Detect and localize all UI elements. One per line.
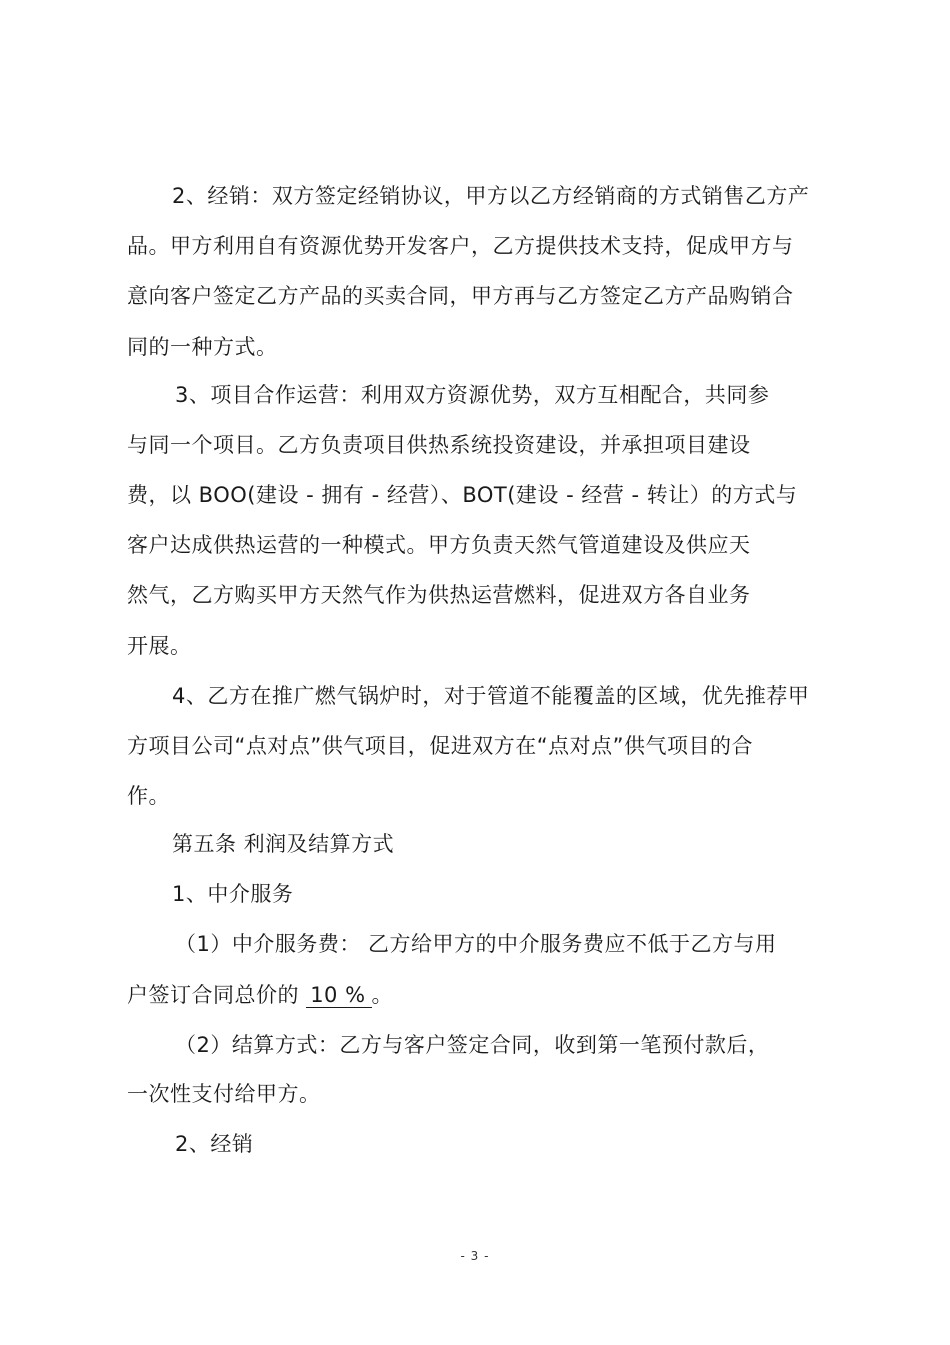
text-line bbox=[127, 981, 393, 1009]
text-segment: 户签订合同总价的 bbox=[127, 983, 299, 1007]
text-line: 然气，乙方购买甲方天然气作为供热运营燃料，促进双方各自业务 bbox=[127, 583, 751, 607]
text-line: 方项目公司“点对点”供气项目，促进双方在“点对点”供气项目的合 bbox=[127, 734, 754, 758]
text-line: 4、乙方在推广燃气锅炉时，对于管道不能覆盖的区域，优先推荐甲 bbox=[172, 684, 810, 708]
page-number: - 3 - bbox=[460, 1249, 490, 1263]
text-line: 同的一种方式。 bbox=[127, 335, 278, 359]
text-line: 作。 bbox=[127, 784, 170, 808]
text-line: 开展。 bbox=[127, 634, 192, 658]
subsection-heading: 2、经销 bbox=[175, 1132, 254, 1156]
section-heading: 第五条 利润及结算方式 bbox=[172, 832, 395, 856]
text-line: 品。甲方利用自有资源优势开发客户，乙方提供技术支持，促成甲方与 bbox=[127, 234, 794, 258]
subsection-heading: 1、中介服务 bbox=[172, 882, 294, 906]
text-line: 意向客户签定乙方产品的买卖合同，甲方再与乙方签定乙方产品购销合 bbox=[127, 284, 794, 308]
text-line: 一次性支付给甲方。 bbox=[127, 1082, 321, 1106]
text-line: （1）中介服务费： 乙方给甲方的中介服务费应不低于乙方与用 bbox=[175, 932, 777, 956]
text-segment: 。 bbox=[371, 983, 394, 1007]
text-line: 与同一个项目。乙方负责项目供热系统投资建设，并承担项目建设 bbox=[127, 433, 751, 457]
text-line: 客户达成供热运营的一种模式。甲方负责天然气管道建设及供应天 bbox=[127, 533, 751, 557]
text-line: 费，以 BOO(建设 - 拥有 - 经营）、BOT(建设 - 经营 - 转让）的方式与 bbox=[127, 483, 798, 507]
percentage-value: 10 % bbox=[306, 983, 371, 1008]
text-line: 3、项目合作运营：利用双方资源优势，双方互相配合，共同参 bbox=[175, 383, 770, 407]
text-line: （2）结算方式：乙方与客户签定合同，收到第一笔预付款后， bbox=[175, 1033, 770, 1057]
text-line: 2、经销：双方签定经销协议，甲方以乙方经销商的方式销售乙方产 bbox=[172, 184, 810, 208]
